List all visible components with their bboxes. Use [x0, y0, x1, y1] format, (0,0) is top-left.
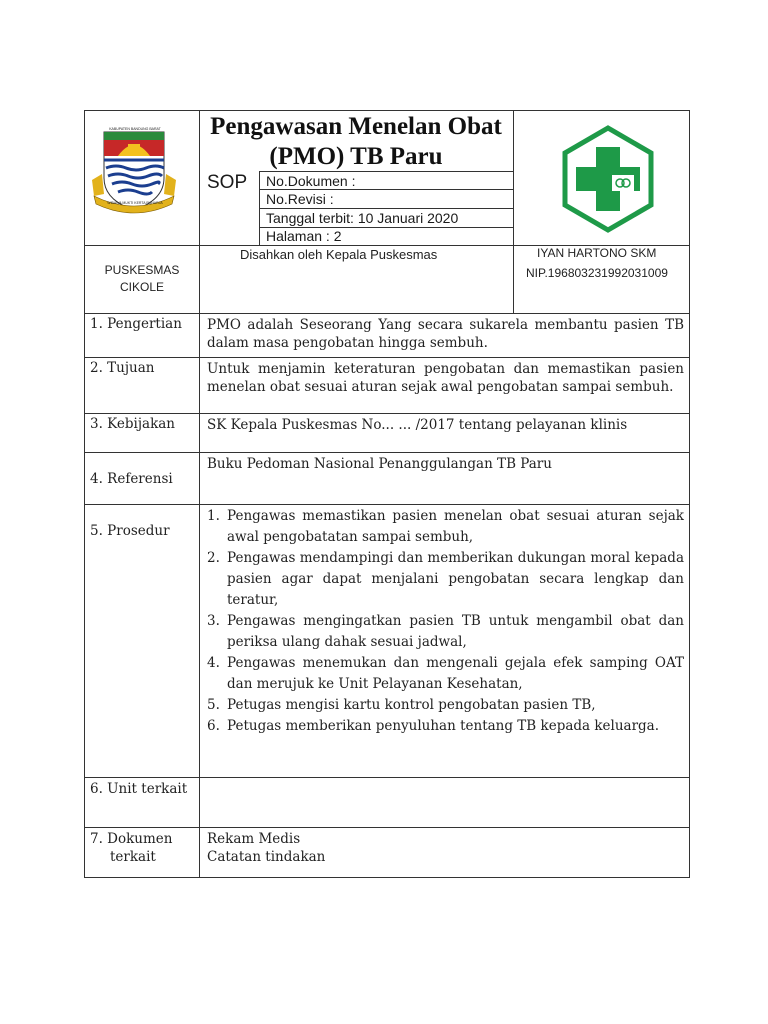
row-content-dokumen-terkait [207, 830, 684, 866]
col-divider-left [199, 110, 200, 878]
revision-number: No.Revisi : [266, 191, 334, 207]
emblem-top-text: KABUPATEN BANDUNG BARAT [109, 127, 161, 131]
row-line-3 [84, 413, 690, 414]
procedure-step [207, 653, 684, 695]
issue-date: Tanggal terbit: 10 Januari 2020 [266, 210, 459, 226]
step-number: 6. [207, 718, 220, 734]
border-bottom [84, 877, 690, 878]
regency-emblem [88, 124, 180, 220]
sop-label: SOP [207, 172, 248, 193]
org-line-1: PUSKESMAS [104, 263, 180, 277]
label-line-2: terkait [110, 849, 156, 865]
row-label-tujuan: 2. Tujuan [90, 360, 155, 376]
col-divider-right [513, 110, 514, 313]
row-content-pengertian: PMO adalah Seseorang Yang secara sukarela membantu pasien TB dalam masa pengobatan hingga sembuh. [207, 317, 684, 351]
page-number: Halaman : 2 [266, 228, 342, 244]
step-number: 4. [207, 655, 220, 671]
emblem-motto-text: WIBAWA MUKTI KERTA RAHARJA [107, 201, 163, 205]
meta-line-2 [259, 189, 513, 190]
content-line-2: Catatan tindakan [207, 849, 326, 865]
regency-emblem-icon [88, 124, 180, 220]
approval-text: Disahkan oleh Kepala Puskesmas [240, 247, 438, 262]
title-line-2: (PMO) TB Paru [269, 143, 443, 170]
procedure-step [207, 548, 684, 611]
procedure-step [207, 611, 684, 653]
row-label-prosedur: 5. Prosedur [90, 523, 170, 539]
row-line-6 [84, 777, 690, 778]
signer-name: IYAN HARTONO SKM [537, 246, 657, 260]
row-line-7 [84, 827, 690, 828]
doc-number: No.Dokumen : [266, 173, 356, 189]
procedure-list [207, 506, 684, 737]
row-label-kebijakan: 3. Kebijakan [90, 416, 176, 432]
row-content-kebijakan: SK Kepala Puskesmas No... ... /2017 tentang pelayanan klinis [207, 417, 628, 433]
row-content-referensi: Buku Pedoman Nasional Penanggulangan TB Paru [207, 456, 552, 472]
label-line-1: 7. Dokumen [90, 831, 173, 847]
step-number: 2. [207, 550, 220, 566]
step-text: Pengawas memastikan pasien menelan obat sesuai aturan sejak awal pengobatatan sampai sembuh, [227, 508, 684, 545]
row-label-referensi: 4. Referensi [90, 471, 173, 487]
procedure-step [207, 695, 684, 716]
border-right [689, 110, 690, 878]
row-line-5 [84, 504, 690, 505]
row-line-1 [84, 313, 690, 314]
row-label-pengertian: 1. Pengertian [90, 316, 182, 332]
row-label-dokumen-terkait [90, 830, 172, 866]
content-line-1: Rekam Medis [207, 831, 301, 847]
procedure-step [207, 716, 684, 737]
row-line-2 [84, 357, 690, 358]
puskesmas-logo-icon [562, 125, 654, 235]
step-text: Pengawas mendampingi dan memberikan dukungan moral kepada pasien agar dapat menjalani pengobatan secara lengkap dan teratur, [227, 550, 684, 608]
puskesmas-logo [562, 125, 654, 235]
border-left [84, 110, 85, 878]
title-line-1: Pengawasan Menelan Obat [210, 113, 502, 140]
document-title [200, 112, 512, 172]
step-text: Petugas memberikan penyuluhan tentang TB kepada keluarga. [227, 718, 660, 734]
signer-nip: NIP.196803231992031009 [526, 266, 668, 280]
step-number: 3. [207, 613, 220, 629]
step-number: 1. [207, 508, 220, 524]
border-top [84, 110, 690, 111]
row-content-tujuan: Untuk menjamin keteraturan pengobatan dan memastikan pasien menelan obat sesuai aturan sejak awal pengobatan sampai sembuh. [207, 361, 684, 395]
org-line-2: CIKOLE [119, 280, 164, 294]
procedure-step [207, 506, 684, 548]
step-text: Pengawas mengingatkan pasien TB untuk mengambil obat dan periksa ulang dahak sesuai jadwal, [227, 613, 684, 650]
row-label-unit-terkait: 6. Unit terkait [90, 781, 188, 797]
step-number: 5. [207, 697, 220, 713]
step-text: Pengawas menemukan dan mengenali gejala efek samping OAT dan merujuk ke Unit Pelayanan Kesehatan, [227, 655, 684, 692]
step-text: Petugas mengisi kartu kontrol pengobatan pasien TB, [227, 697, 596, 713]
meta-line-3 [259, 208, 513, 209]
row-line-4 [84, 452, 690, 453]
organization-name [84, 262, 200, 296]
